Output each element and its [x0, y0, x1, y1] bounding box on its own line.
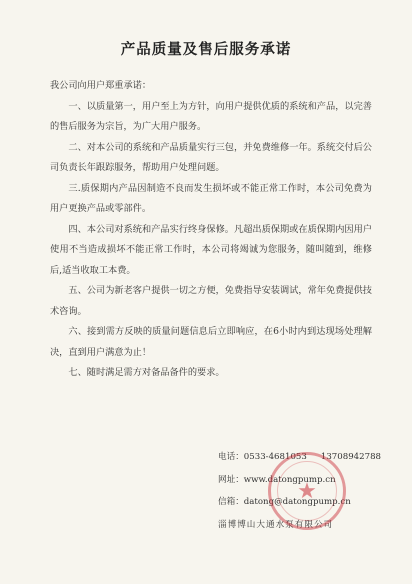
phone-row [218, 446, 398, 469]
clause-2: 二、对本公司的系统和产品质量实行三包，并免费维修一年。系统交付后公司负责长年跟踪服务，帮助用户处理问题。 [50, 141, 372, 173]
clause-4: 四、本公司对系统和产品实行终身保修。凡超出质保期或在质保期内因用户使用不当造成损坏不能正常工作时，本公司将竭诚为您服务，随叫随到，维修后,适当收取工本费。 [50, 223, 372, 276]
document-title: 产品质量及售后服务承诺 [120, 41, 292, 58]
greeting: 我公司向用户郑重承诺： [50, 80, 152, 91]
phone-number: 0533-4681053 [243, 452, 307, 462]
clause-1: 一、以质量第一，用户至上为方针，向用户提供优质的系统和产品，以完善的售后服务为宗旨，为广大用户服务。 [50, 100, 372, 132]
company-name: 淄博博山大通水泵有限公司 [218, 519, 334, 530]
phone-label: 电话： [218, 452, 244, 462]
clause-3: 三.质保期内产品因制造不良而发生损坏或不能正常工作时，本公司免费为用户更换产品或零部件。 [50, 182, 372, 214]
email-link[interactable]: datong@datongpump.cn [243, 497, 351, 507]
email-row [218, 491, 398, 514]
clause-6: 六、接到需方反映的质量问题信息后立即响应，在6小时内到达现场处理解决，直到用户满意为止！ [50, 326, 372, 358]
clause-7: 七、随时满足需方对备品备件的要求。 [68, 367, 225, 378]
contact-block [218, 446, 398, 536]
email-label: 信箱： [218, 497, 244, 507]
website-label: 网址： [218, 474, 244, 485]
document-body [50, 76, 372, 384]
website-row [218, 469, 398, 492]
clause-5: 五、公司为新老客户提供一切之方便，免费指导安装调试，常年免费提供技术咨询。 [50, 285, 372, 317]
website-link[interactable]: www.datongpump.cn [243, 474, 336, 485]
mobile-number: 13708942788 [320, 452, 382, 462]
seal-star-icon: ★ [297, 479, 317, 504]
